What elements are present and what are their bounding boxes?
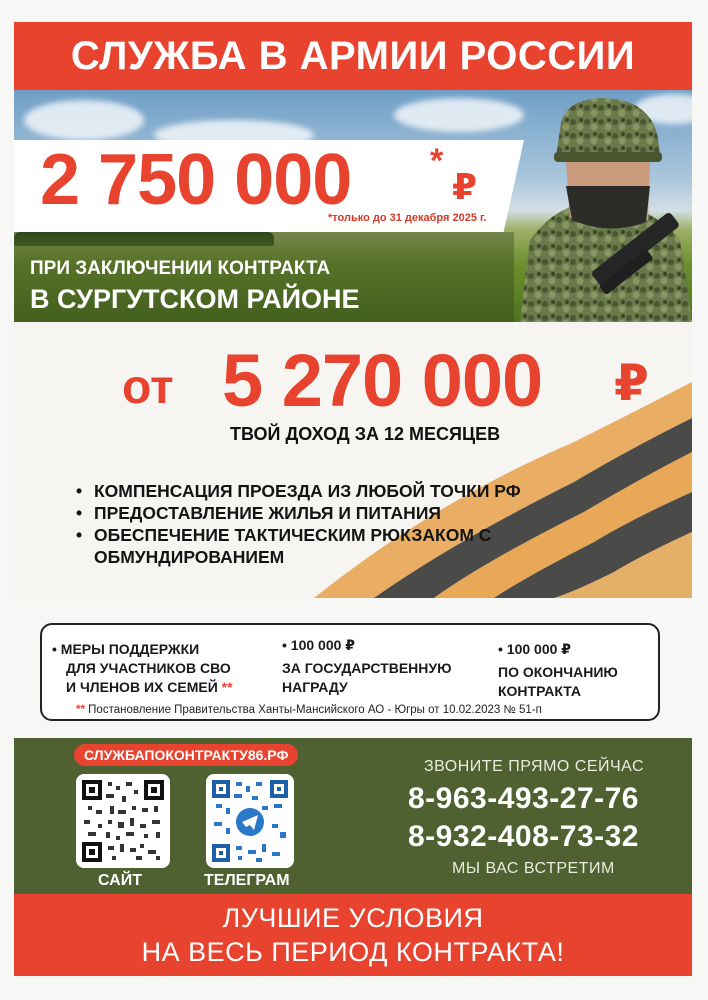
bonus-currency: ₽ bbox=[452, 166, 478, 207]
benefit-item: • КОМПЕНСАЦИЯ ПРОЕЗДА ИЗ ЛЮБОЙ ТОЧКИ РФ bbox=[76, 481, 521, 501]
header-banner bbox=[14, 22, 692, 90]
phone-2[interactable]: 8-932-408-73-32 bbox=[408, 820, 639, 853]
benefit-item: • ПРЕДОСТАВЛЕНИЕ ЖИЛЬЯ И ПИТАНИЯ bbox=[76, 503, 441, 523]
phone-1[interactable]: 8-963-493-27-76 bbox=[408, 782, 639, 815]
qr-telegram-icon bbox=[212, 780, 288, 862]
benefits-list bbox=[76, 480, 546, 568]
support-note: ** Постановление Правительства Ханты-Мансийского АО - Югры от 10.02.2023 № 51-п bbox=[76, 704, 542, 716]
support-col-2: • 100 000 ₽ ЗА ГОСУДАРСТВЕННУЮ НАГРАДУ bbox=[282, 637, 452, 695]
benefit-item: • ОБЕСПЕЧЕНИЕ ТАКТИЧЕСКИМ РЮКЗАКОМ С ОБМУНДИРОВАНИЕМ bbox=[76, 525, 492, 567]
call-now-text: ЗВОНИТЕ ПРЯМО СЕЙЧАС bbox=[424, 758, 645, 775]
contract-line-1: ПРИ ЗАКЛЮЧЕНИИ КОНТРАКТА bbox=[30, 258, 331, 279]
header-title: СЛУЖБА В АРМИИ РОССИИ bbox=[70, 33, 636, 78]
bonus-star: * bbox=[430, 142, 444, 180]
qr-site-icon bbox=[82, 780, 164, 862]
qr-telegram-label: ТЕЛЕГРАМ bbox=[204, 872, 290, 889]
footer-banner bbox=[14, 894, 692, 976]
income-amount: 5 270 000 bbox=[222, 339, 543, 422]
footer-line-2: НА ВЕСЬ ПЕРИОД КОНТРАКТА! bbox=[141, 937, 565, 967]
meet-text: МЫ ВАС ВСТРЕТИМ bbox=[452, 860, 615, 877]
qr-code-site[interactable] bbox=[76, 774, 170, 868]
income-prefix: от bbox=[122, 361, 174, 414]
income-subtitle: ТВОЙ ДОХОД ЗА 12 МЕСЯЦЕВ bbox=[230, 424, 501, 444]
bonus-note: *только до 31 декабря 2025 г. bbox=[328, 212, 487, 224]
contract-line-2: В СУРГУТСКОМ РАЙОНЕ bbox=[30, 284, 360, 314]
income-currency: ₽ bbox=[614, 355, 649, 411]
bonus-amount: 2 750 000 bbox=[40, 140, 352, 220]
qr-site-label: САЙТ bbox=[98, 872, 142, 889]
soldier-image bbox=[500, 90, 692, 322]
qr-code-telegram[interactable] bbox=[206, 774, 294, 868]
footer-line-1: ЛУЧШИЕ УСЛОВИЯ bbox=[222, 903, 484, 933]
support-col-1: • МЕРЫ ПОДДЕРЖКИ ДЛЯ УЧАСТНИКОВ СВО И ЧЛЕНОВ ИХ СЕМЕЙ ** bbox=[52, 641, 233, 695]
site-link[interactable]: СЛУЖБАПОКОНТРАКТУ86.РФ bbox=[74, 744, 298, 766]
support-col-3: • 100 000 ₽ ПО ОКОНЧАНИЮ КОНТРАКТА bbox=[498, 641, 618, 699]
